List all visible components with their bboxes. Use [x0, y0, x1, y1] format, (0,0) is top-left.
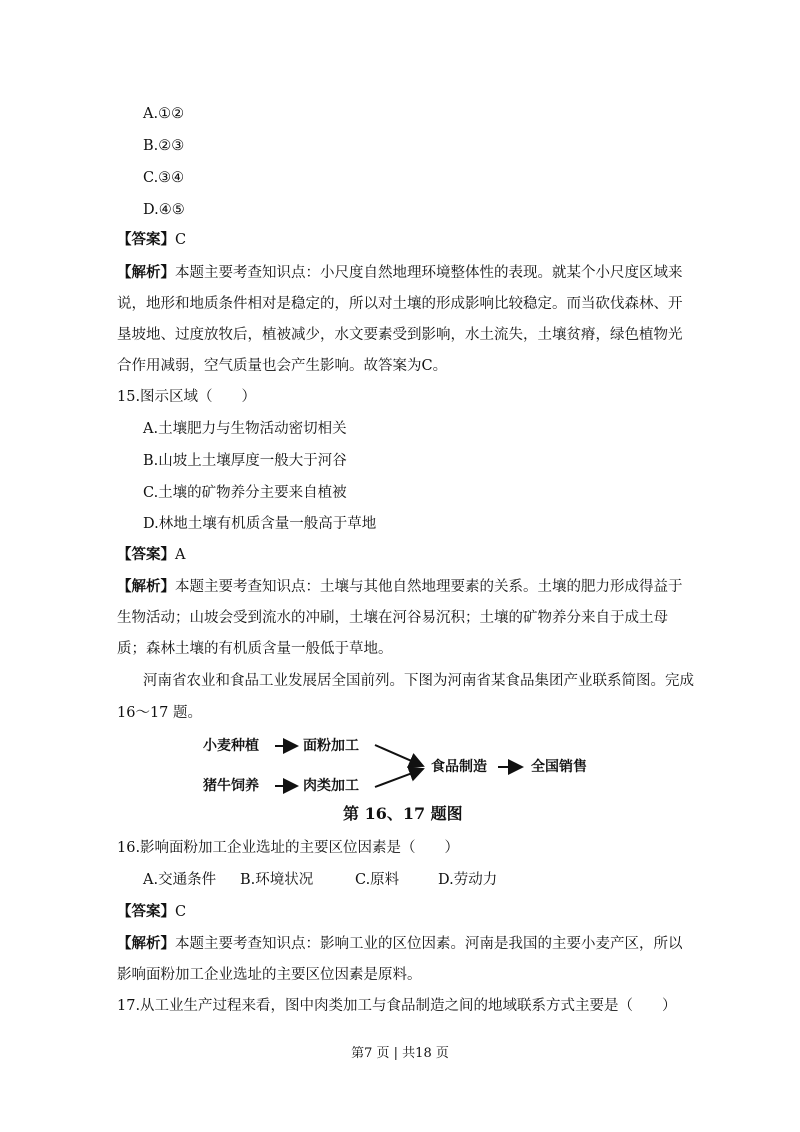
answer-value: C — [175, 232, 187, 248]
analysis-text: 本题主要考查知识点：影响工业的区位因素。河南是我国的主要小麦产区，所以 — [175, 936, 683, 952]
arrow-flour-food — [375, 745, 423, 766]
q14-analysis-line-3: 垦坡地、过度放牧后，植被减少，水文要素受到影响，水土流失，土壤贫瘠，绿色植物光 — [117, 327, 683, 343]
q14-analysis-line-2: 说，地形和地质条件相对是稳定的，所以对土壤的形成影响比较稳定。而当砍伐森林、开 — [117, 296, 683, 312]
q14-analysis-line-1 — [117, 263, 687, 283]
q16-analysis-line-2: 影响面粉加工企业选址的主要区位因素是原料。 — [117, 967, 422, 983]
analysis-tag: 【解析】 — [117, 578, 175, 595]
q14-option-b: B.②③ — [143, 138, 185, 154]
q16-option-c: C.原料 — [355, 872, 400, 888]
node-cattle-raising: 猪牛饲养 — [203, 778, 259, 794]
page-footer: 第7 页 | 共18 页 — [351, 1046, 449, 1061]
node-meat-processing: 肉类加工 — [303, 778, 359, 794]
q15-option-b: B.山坡上土壤厚度一般大于河谷 — [143, 453, 347, 469]
q14-answer — [117, 230, 687, 250]
intro-line-2: 16～17 题。 — [117, 705, 203, 721]
answer-tag: 【答案】 — [117, 903, 175, 920]
answer-tag: 【答案】 — [117, 546, 175, 563]
q15-analysis-line-1 — [117, 577, 687, 597]
q15-stem: 15.图示区域（ ） — [117, 389, 257, 405]
q16-answer — [117, 902, 687, 922]
node-national-sales: 全国销售 — [531, 759, 587, 775]
q16-option-d: D.劳动力 — [438, 872, 498, 888]
analysis-text: 本题主要考查知识点：小尺度自然地理环境整体性的表现。就某个小尺度区域来 — [175, 265, 683, 281]
analysis-text: 本题主要考查知识点：土壤与其他自然地理要素的关系。土壤的肥力形成得益于 — [175, 579, 683, 595]
intro-line-1: 河南省农业和食品工业发展居全国前列。下图为河南省某食品集团产业联系简图。完成 — [143, 673, 694, 689]
q17-stem: 17.从工业生产过程来看，图中肉类加工与食品制造之间的地域联系方式主要是（ ） — [117, 998, 677, 1014]
q14-option-c: C.③④ — [143, 170, 185, 186]
q15-analysis-line-2: 生物活动；山坡会受到流水的冲刷，土壤在河谷易沉积；土壤的矿物养分来自于成土母 — [117, 610, 668, 626]
q14-analysis-line-4: 合作用减弱，空气质量也会产生影响。故答案为C。 — [117, 358, 448, 374]
q15-analysis-line-3: 质；森林土壤的有机质含量一般低于草地。 — [117, 641, 393, 657]
q15-option-c: C.土壤的矿物养分主要来自植被 — [143, 485, 347, 501]
node-food-manufacturing: 食品制造 — [431, 759, 487, 775]
analysis-tag: 【解析】 — [117, 264, 175, 281]
q16-analysis-line-1 — [117, 934, 687, 954]
diagram-caption: 第 16、17 题图 — [343, 804, 463, 823]
q14-option-d: D.④⑤ — [143, 202, 185, 218]
q16-option-b: B.环境状况 — [240, 872, 314, 888]
q15-answer — [117, 545, 687, 565]
node-flour-processing: 面粉加工 — [303, 738, 359, 754]
answer-value: A — [175, 547, 186, 563]
q15-option-d: D.林地土壤有机质含量一般高于草地 — [143, 516, 377, 532]
arrow-meat-food — [375, 769, 423, 787]
q16-stem: 16.影响面粉加工企业选址的主要区位因素是（ ） — [117, 840, 460, 856]
q15-option-a: A.土壤肥力与生物活动密切相关 — [143, 421, 347, 437]
answer-tag: 【答案】 — [117, 231, 175, 248]
analysis-tag: 【解析】 — [117, 935, 175, 952]
node-wheat-planting: 小麦种植 — [203, 738, 259, 754]
answer-value: C — [175, 904, 187, 920]
q16-option-a: A.交通条件 — [143, 872, 217, 888]
q14-option-a: A.①② — [143, 106, 185, 122]
